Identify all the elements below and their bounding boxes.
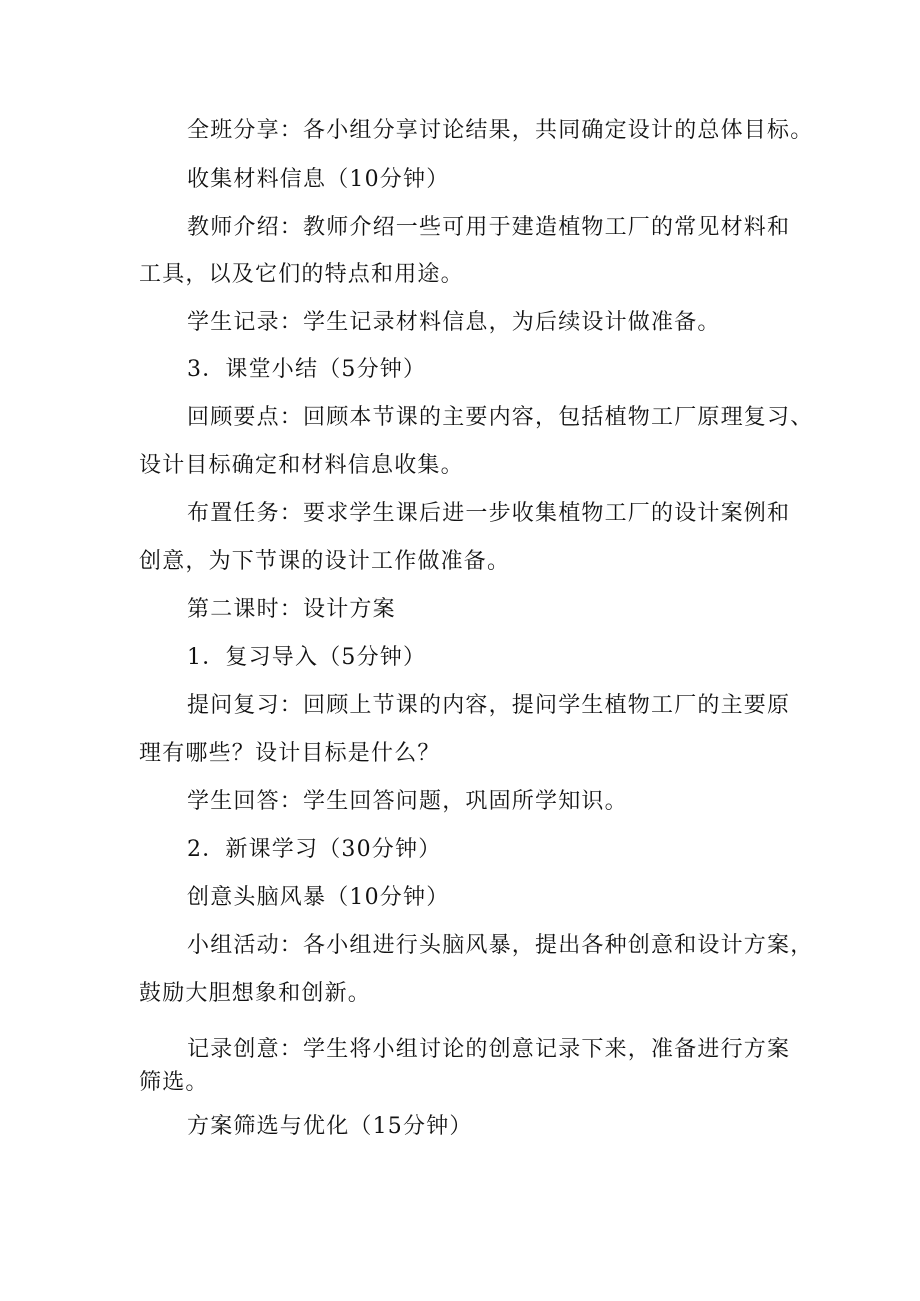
paragraph-line: 理有哪些？设计目标是什么？ [139,741,441,766]
paragraph-line: 工具，以及它们的特点和用途。 [139,262,464,287]
section-heading: 方案筛选与优化（15分钟） [187,1114,473,1139]
section-heading: 收集材料信息（10分钟） [187,167,450,192]
paragraph-line: 全班分享：各小组分享讨论结果，共同确定设计的总体目标。 [187,118,814,143]
paragraph-line: 学生回答：学生回答问题，巩固所学知识。 [187,789,628,814]
paragraph-line: 提问复习：回顾上节课的内容，提问学生植物工厂的主要原 [187,693,791,718]
section-heading: 1．复习导入（5分钟） [187,645,427,670]
paragraph-line: 鼓励大胆想象和创新。 [139,981,372,1006]
paragraph-line: 小组活动：各小组进行头脑风暴，提出各种创意和设计方案， [187,933,814,958]
paragraph-line: 设计目标确定和材料信息收集。 [139,453,464,478]
paragraph-line: 回顾要点：回顾本节课的主要内容，包括植物工厂原理复习、 [187,405,814,430]
paragraph-line: 教师介绍：教师介绍一些可用于建造植物工厂的常见材料和 [187,215,791,240]
section-heading: 创意头脑风暴（10分钟） [187,885,450,910]
paragraph-line: 学生记录：学生记录材料信息，为后续设计做准备。 [187,310,721,335]
section-heading: 3．课堂小结（5分钟） [187,357,427,382]
paragraph-line: 记录创意：学生将小组讨论的创意记录下来，准备进行方案 [187,1037,791,1062]
paragraph-line: 创意，为下节课的设计工作做准备。 [139,549,511,574]
paragraph-line: 布置任务：要求学生课后进一步收集植物工厂的设计案例和 [187,501,791,526]
paragraph-line: 筛选。 [139,1070,209,1095]
section-heading: 第二课时：设计方案 [187,597,396,622]
section-heading: 2．新课学习（30分钟） [187,837,442,862]
